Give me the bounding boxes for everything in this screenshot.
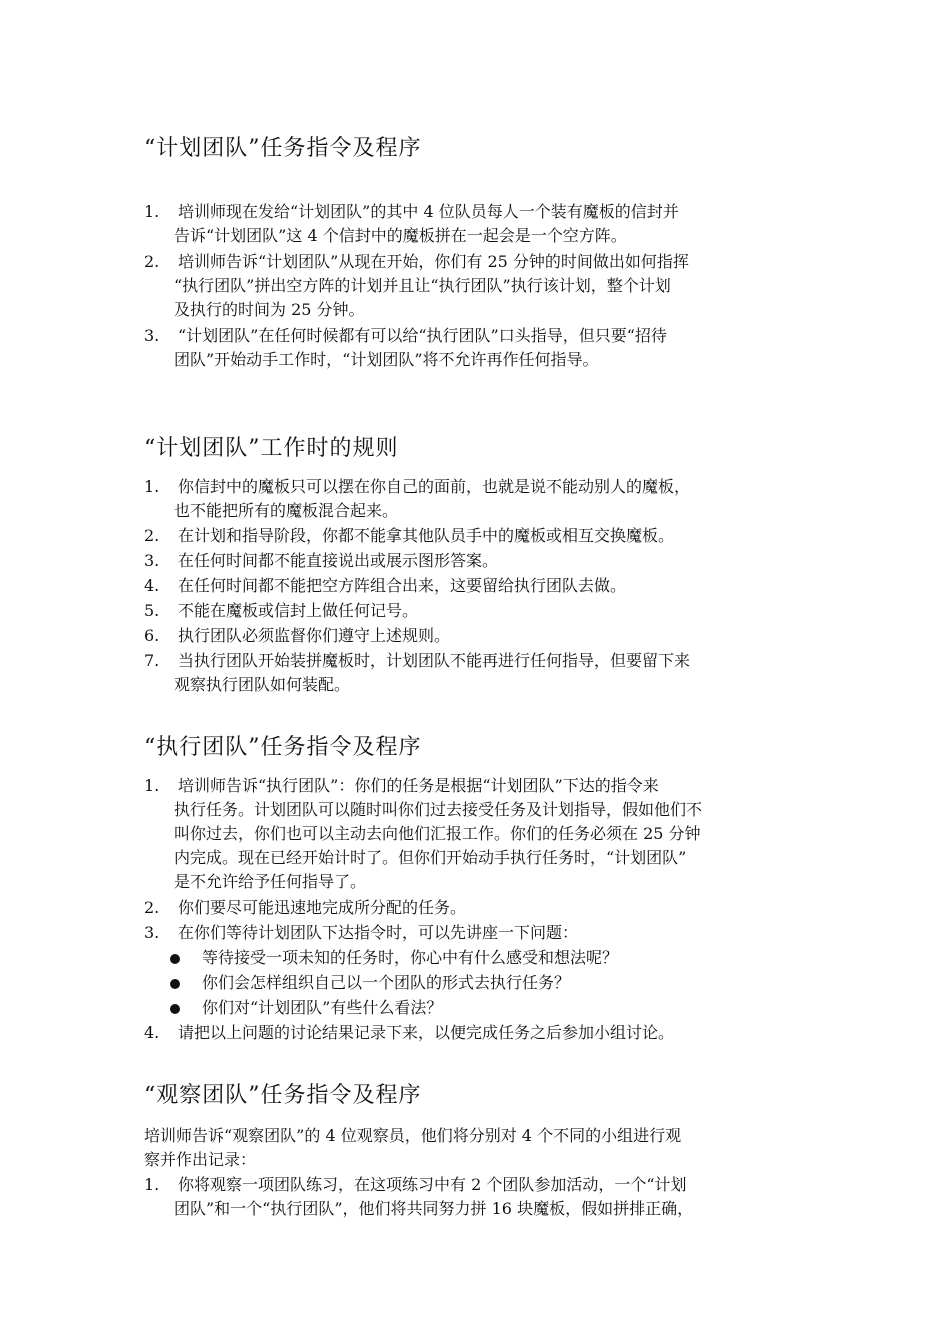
bullet-dot-icon [170, 979, 180, 989]
bullet-dot-icon [170, 1004, 180, 1014]
item-text: 内完成。现在已经开始计时了。但你们开始动手执行任务时，“计划团队” [174, 848, 687, 867]
section-title-planning-task: “计划团队”任务指令及程序 [144, 136, 422, 161]
item-number: 1. [144, 776, 160, 795]
item-text: 请把以上问题的讨论结果记录下来，以便完成任务之后参加小组讨论。 [178, 1023, 675, 1042]
item-text: “计划团队”在任何时候都有可以给“执行团队”口头指导，但只要“招待 [178, 326, 667, 345]
item-text: 及执行的时间为 25 分钟。 [174, 300, 365, 319]
item-text: 培训师告诉“计划团队”从现在开始，你们有 25 分钟的时间做出如何指挥 [178, 252, 689, 271]
item-text: 观察执行团队如何装配。 [174, 675, 351, 694]
intro-text: 察并作出记录： [144, 1150, 257, 1169]
item-number: 1. [144, 1175, 160, 1194]
bullet-text: 等待接受一项未知的任务时，你心中有什么感受和想法呢？ [202, 948, 619, 967]
item-number: 3. [144, 326, 160, 345]
item-text: 培训师告诉“执行团队”：你们的任务是根据“计划团队”下达的指令来 [178, 776, 659, 795]
section-title-execution-task: “执行团队”任务指令及程序 [144, 735, 422, 760]
item-number: 4. [144, 576, 160, 595]
item-text: 团队”开始动手工作时，“计划团队”将不允许再作任何指导。 [174, 350, 599, 369]
item-text: 培训师现在发给“计划团队”的其中 4 位队员每人一个装有魔板的信封并 [178, 202, 679, 221]
item-text: 你们要尽可能迅速地完成所分配的任务。 [178, 898, 467, 917]
item-text: “执行团队”拼出空方阵的计划并且让“执行团队”执行该计划，整个计划 [174, 276, 671, 295]
item-number: 2. [144, 252, 160, 271]
item-number: 3. [144, 551, 160, 570]
section-title-planning-rules: “计划团队”工作时的规则 [144, 436, 399, 461]
item-text: 叫你过去，你们也可以主动去向他们汇报工作。你们的任务必须在 25 分钟 [174, 824, 701, 843]
bullet-text: 你们会怎样组织自己以一个团队的形式去执行任务？ [202, 973, 571, 992]
bullet-text: 你们对“计划团队”有些什么看法？ [202, 998, 443, 1017]
item-text: 是不允许给予任何指导了。 [174, 872, 367, 891]
intro-text: 培训师告诉“观察团队”的 4 位观察员，他们将分别对 4 个不同的小组进行观 [144, 1126, 682, 1145]
item-text: 执行任务。计划团队可以随时叫你们过去接受任务及计划指导，假如他们不 [174, 800, 703, 819]
item-text: 团队”和一个“执行团队”，他们将共同努力拼 16 块魔板，假如拼排正确， [174, 1199, 694, 1218]
item-text: 执行团队必须监督你们遵守上述规则。 [178, 626, 451, 645]
item-number: 5. [144, 601, 160, 620]
item-number: 4. [144, 1023, 160, 1042]
item-text: 你信封中的魔板只可以摆在你自己的面前，也就是说不能动别人的魔板， [178, 477, 691, 496]
item-text: 在任何时间都不能直接说出或展示图形答案。 [178, 551, 499, 570]
item-number: 1. [144, 477, 160, 496]
item-text: 在任何时间都不能把空方阵组合出来，这要留给执行团队去做。 [178, 576, 627, 595]
item-text: 当执行团队开始装拼魔板时，计划团队不能再进行任何指导，但要留下来 [178, 651, 691, 670]
item-text: 你将观察一项团队练习，在这项练习中有 2 个团队参加活动，一个“计划 [178, 1175, 687, 1194]
item-number: 2. [144, 526, 160, 545]
section-title-observation-task: “观察团队”任务指令及程序 [144, 1083, 422, 1108]
item-text: 告诉“计划团队”这 4 个信封中的魔板拼在一起会是一个空方阵。 [174, 226, 627, 245]
item-text: 在计划和指导阶段，你都不能拿其他队员手中的魔板或相互交换魔板。 [178, 526, 675, 545]
item-number: 3. [144, 923, 160, 942]
item-number: 1. [144, 202, 160, 221]
item-text: 不能在魔板或信封上做任何记号。 [178, 601, 419, 620]
item-text: 也不能把所有的魔板混合起来。 [174, 501, 399, 520]
item-number: 7. [144, 651, 160, 670]
bullet-dot-icon [170, 954, 180, 964]
item-text: 在你们等待计划团队下达指令时，可以先讲座一下问题： [178, 923, 579, 942]
item-number: 2. [144, 898, 160, 917]
item-number: 6. [144, 626, 160, 645]
